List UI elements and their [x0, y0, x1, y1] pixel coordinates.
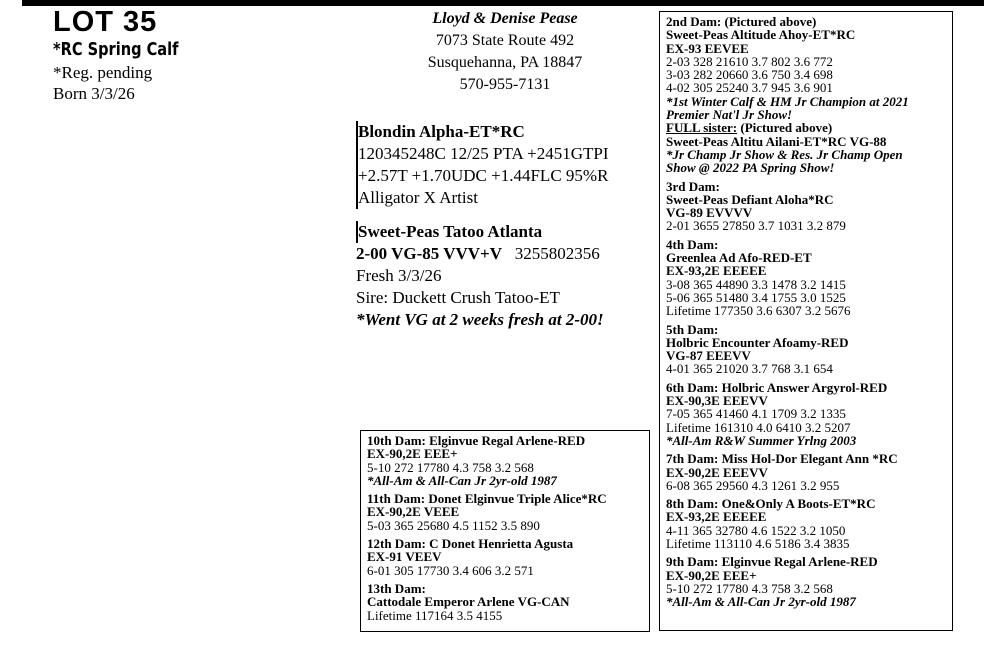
- entry-record: 3-08 365 44890 3.3 1478 3.2 1415: [666, 276, 846, 292]
- lot-number: LOT 35: [53, 6, 158, 38]
- dam-class-line: [356, 243, 652, 265]
- entry-note: *All-Am & All-Can Jr 2yr-old 1987: [666, 594, 856, 610]
- entry-record: 4-11 365 32780 4.6 1522 3.2 1050: [666, 522, 846, 538]
- full-sister-name: Sweet-Peas Altitu Ailani-ET*RC VG-88: [666, 133, 887, 149]
- owner-address-2: Susquehanna, PA 18847: [427, 54, 583, 71]
- entry-note: Premier Nat'l Jr Show!: [666, 107, 793, 123]
- entry-title: 4th Dam:: [666, 236, 719, 252]
- entry-note: *All-Am R&W Summer Yrlng 2003: [666, 432, 857, 448]
- entry-title: 6th Dam: Holbric Answer Argyrol-RED: [666, 379, 888, 395]
- dam-lineage-box-right: [659, 11, 953, 631]
- entry-class: VG-89 EVVVV: [666, 205, 753, 221]
- entry-record: 5-03 365 25680 4.5 1152 3.5 890: [367, 517, 540, 533]
- entry-note: *All-Am & All-Can Jr 2yr-old 1987: [367, 472, 557, 488]
- dam-entry: [666, 180, 946, 233]
- entry-record: 3-03 282 20660 3.6 750 3.4 698: [666, 67, 833, 83]
- owner-name: Lloyd & Denise Pease: [432, 10, 578, 27]
- entry-class: VG-87 EEEVV: [666, 348, 751, 364]
- entry-record: Lifetime 113110 4.6 5186 3.4 3835: [666, 535, 850, 551]
- birth-date: Born 3/3/26: [53, 84, 135, 103]
- entry-record: Lifetime 161310 4.0 6410 3.2 5207: [666, 419, 851, 435]
- lot-header: [53, 6, 192, 104]
- entry-record: 6-01 305 17730 3.4 606 3.2 571: [367, 562, 534, 578]
- dam-block: [356, 221, 652, 243]
- owner-info: [405, 8, 605, 96]
- dam-class: 2-00 VG-85 VVV+V: [356, 244, 503, 263]
- sire-line-2: +2.57T +1.70UDC +1.44FLC 95%R: [358, 166, 609, 185]
- full-sister-note: *Jr Champ Jr Show & Res. Jr Champ Open: [666, 146, 903, 162]
- entry-class: EX-90,2E VEEE: [367, 504, 460, 520]
- entry-title: 11th Dam: Donet Elginvue Triple Alice*RC: [367, 491, 607, 507]
- dam-entry: [666, 381, 946, 447]
- entry-record: 5-10 272 17780 4.3 758 3.2 568: [666, 580, 833, 596]
- entry-title: 5th Dam:: [666, 321, 719, 337]
- entry-title: 8th Dam: One&Only A Boots-ET*RC: [666, 496, 876, 512]
- entry-class: EX-91 VEEV: [367, 549, 442, 565]
- entry-class: EX-93 EEVEE: [666, 40, 749, 56]
- entry-name: Holbric Encounter Afoamy-RED: [666, 334, 849, 350]
- dam-name: Sweet-Peas Tatoo Atlanta: [358, 222, 543, 241]
- entry-title: 10th Dam: Elginvue Regal Arlene-RED: [367, 433, 586, 448]
- dam-entry: [367, 537, 643, 577]
- sire-line-1: 120345248C 12/25 PTA +2451GTPI: [358, 144, 609, 163]
- dam-entry: [666, 452, 946, 492]
- entry-title: 12th Dam: C Donet Henrietta Agusta: [367, 536, 574, 552]
- dam-entry: [666, 238, 946, 318]
- entry-name: Cattodale Emperor Arlene VG-CAN: [367, 594, 570, 610]
- dam-entry: [367, 492, 643, 532]
- full-sister-note: Show @ 2022 PA Spring Show!: [666, 160, 835, 176]
- dam-entry: [666, 555, 946, 608]
- entry-title: 2nd Dam: (Pictured above): [666, 14, 817, 29]
- dam-entry: [367, 434, 643, 487]
- entry-record: 6-08 365 29560 4.3 1261 3.2 955: [666, 477, 840, 493]
- full-sister-label: FULL sister:: [666, 120, 738, 136]
- sire-name: Blondin Alpha-ET*RC: [358, 122, 525, 141]
- lot-title: *RC Spring Calf: [53, 39, 179, 60]
- entry-note: *1st Winter Calf & HM Jr Champion at 2021: [666, 93, 909, 109]
- dam-entry: [367, 582, 643, 622]
- entry-name: Sweet-Peas Altitude Ahoy-ET*RC: [666, 27, 856, 43]
- entry-class: EX-90,2E EEE+: [367, 446, 458, 462]
- dam-sire: Sire: Duckett Crush Tatoo-ET: [356, 288, 560, 307]
- entry-record: 2-01 3655 27850 3.7 1031 3.2 879: [666, 218, 846, 234]
- owner-address-1: 7073 State Route 492: [435, 32, 575, 49]
- reg-status: *Reg. pending: [53, 63, 153, 82]
- dam-entry: [666, 323, 946, 376]
- full-sister-heading: [666, 121, 946, 134]
- dam-lineage-box-left: [360, 430, 650, 632]
- entry-record: 5-10 272 17780 4.3 758 3.2 568: [367, 459, 534, 475]
- sire-line-3: Alligator X Artist: [358, 188, 478, 207]
- entry-record: 7-05 365 41460 4.1 1709 3.2 1335: [666, 406, 846, 422]
- entry-record: Lifetime 117164 3.5 4155: [367, 607, 503, 623]
- entry-class: EX-90,2E EEEVV: [666, 464, 768, 480]
- entry-name: Greenlea Ad Afo-RED-ET: [666, 250, 812, 266]
- entry-record: 2-03 328 21610 3.7 802 3.6 772: [666, 53, 833, 69]
- pedigree-main: [356, 121, 652, 331]
- entry-name: Sweet-Peas Defiant Aloha*RC: [666, 191, 834, 207]
- entry-title: 9th Dam: Elginvue Regal Arlene-RED: [666, 554, 878, 570]
- entry-title: 3rd Dam:: [666, 178, 720, 194]
- entry-class: EX-90,2E EEE+: [666, 567, 757, 583]
- entry-title: 13th Dam:: [367, 580, 426, 596]
- entry-title: 7th Dam: Miss Hol-Dor Elegant Ann *RC: [666, 451, 898, 467]
- entry-record: 4-02 305 25240 3.7 945 3.6 901: [666, 80, 833, 96]
- entry-class: EX-90,3E EEEVV: [666, 393, 768, 409]
- entry-class: EX-93,2E EEEEE: [666, 263, 767, 279]
- entry-record: 5-06 365 51480 3.4 1755 3.0 1525: [666, 289, 846, 305]
- sire-block: [356, 121, 652, 209]
- entry-class: EX-93,2E EEEEE: [666, 509, 767, 525]
- dam-entry: [666, 15, 946, 175]
- dam-note: *Went VG at 2 weeks fresh at 2-00!: [356, 310, 604, 329]
- entry-record: 4-01 365 21020 3.7 768 3.1 654: [666, 361, 833, 377]
- entry-record: Lifetime 177350 3.6 6307 3.2 5676: [666, 303, 851, 319]
- dam-fresh: Fresh 3/3/26: [356, 266, 442, 285]
- full-sister-suffix: (Pictured above): [737, 120, 833, 136]
- dam-reg: 3255802356: [514, 244, 600, 263]
- owner-phone: 570-955-7131: [459, 76, 551, 93]
- dam-entry: [666, 497, 946, 550]
